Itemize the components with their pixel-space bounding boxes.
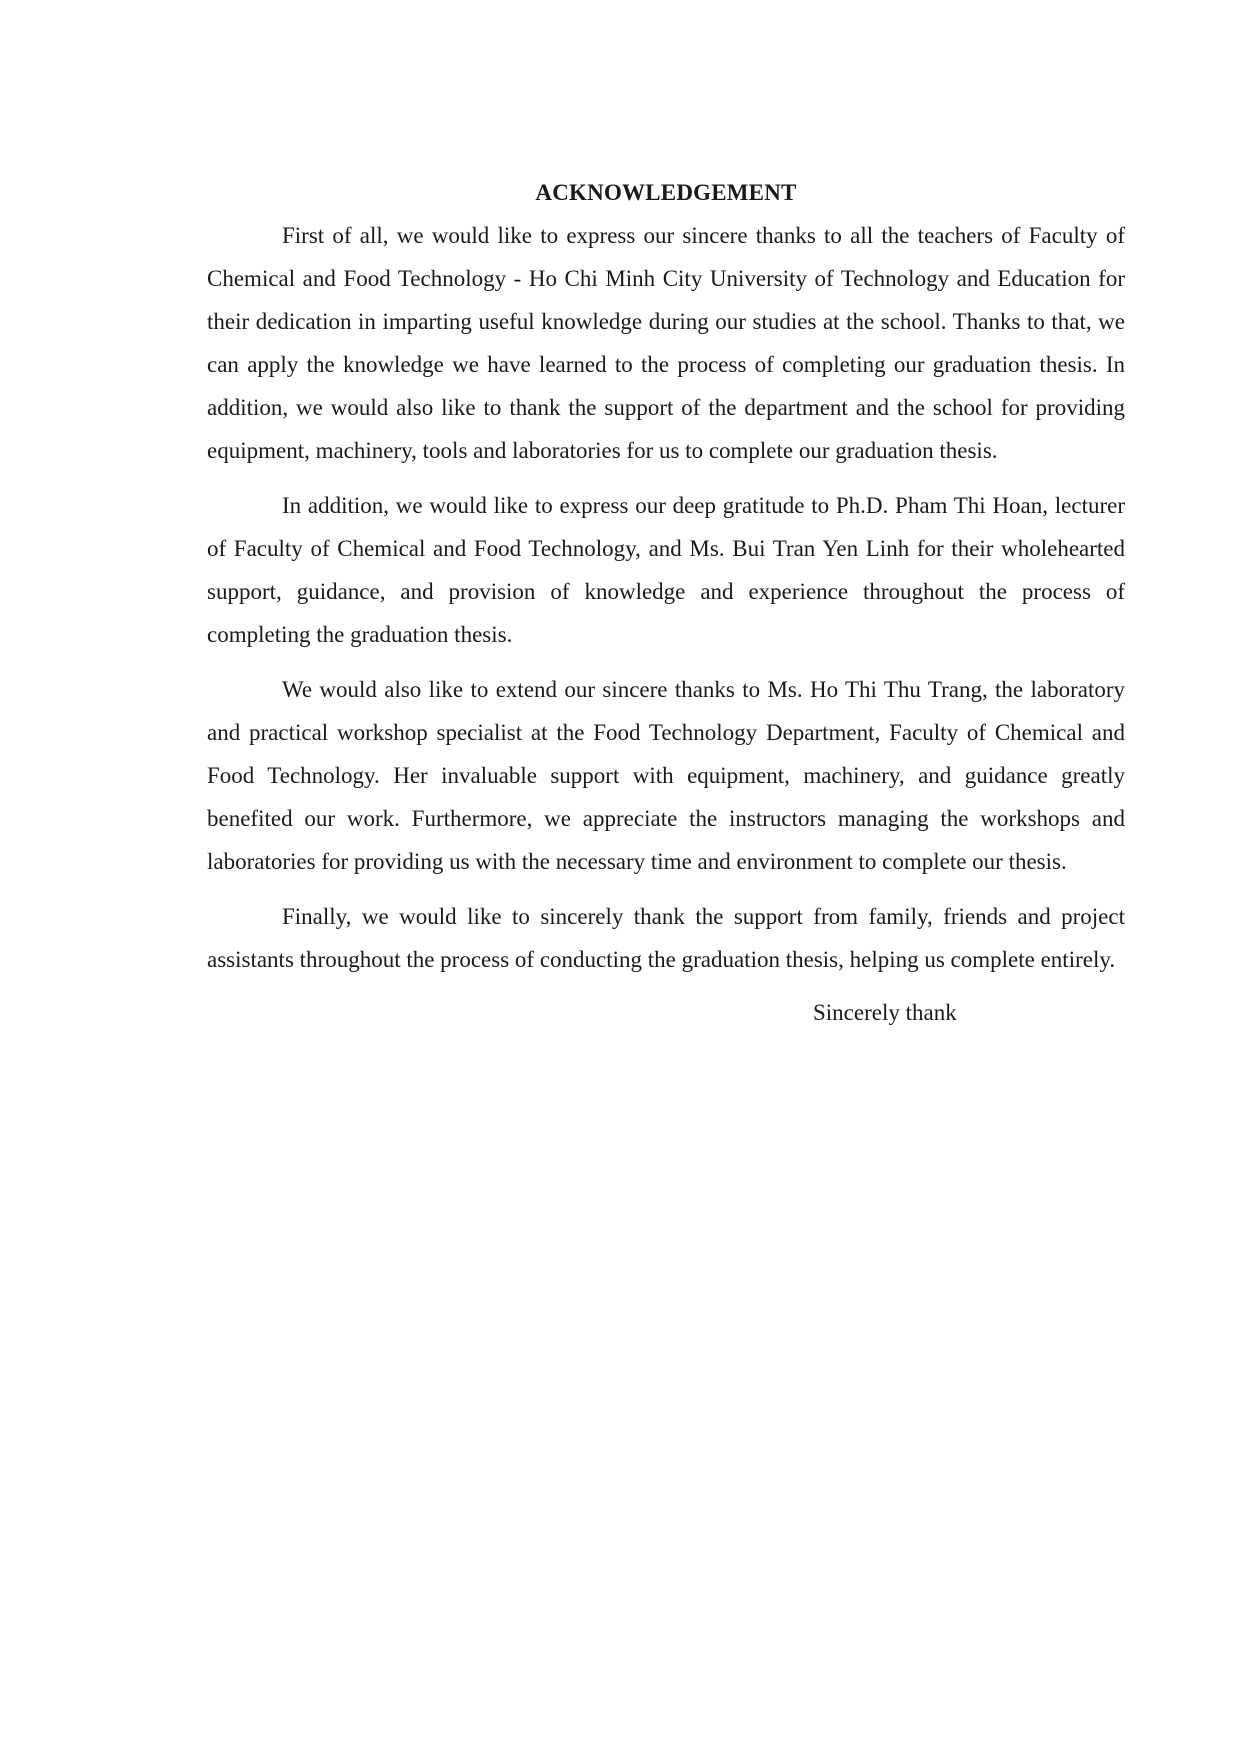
paragraph-thanks-lab-specialist: We would also like to extend our sincere thanks to Ms. Ho Thi Thu Trang, the laboratory and practical workshop specialist at the Food Technology Department, Faculty of Chemical and Food Technology. Her invaluable support with equipment, machinery, and guidance greatly benefited our work. Furthermore, we appreciate the instructors managing the workshops and laboratories for providing us with the necessary time and environment to complete our thesis. bbox=[207, 677, 1125, 874]
paragraph-thanks-teachers: First of all, we would like to express our sincere thanks to all the teachers of Faculty of Chemical and Food Technology - Ho Chi Minh City University of Technology and Education for their dedication in imparting useful knowledge during our studies at the school. Thanks to that, we can apply the knowledge we have learned to the process of completing our graduation thesis. In addition, we would also like to thank the support of the department and the school for providing equipment, machinery, tools and laboratories for us to complete our graduation thesis. bbox=[207, 223, 1125, 463]
paragraph-thanks-supervisors: In addition, we would like to express our deep gratitude to Ph.D. Pham Thi Hoan, lecturer of Faculty of Chemical and Food Technology, and Ms. Bui Tran Yen Linh for their wholehearted support, guidance, and provision of knowledge and experience throughout the process of completing the graduation thesis. bbox=[207, 493, 1125, 647]
page-title: ACKNOWLEDGEMENT bbox=[535, 180, 797, 205]
signoff: Sincerely thank bbox=[813, 1000, 957, 1025]
paragraph-thanks-family: Finally, we would like to sincerely thank the support from family, friends and project assistants throughout the process of conducting the graduation thesis, helping us complete entirely. bbox=[207, 904, 1125, 972]
acknowledgement-section bbox=[207, 175, 1125, 1031]
